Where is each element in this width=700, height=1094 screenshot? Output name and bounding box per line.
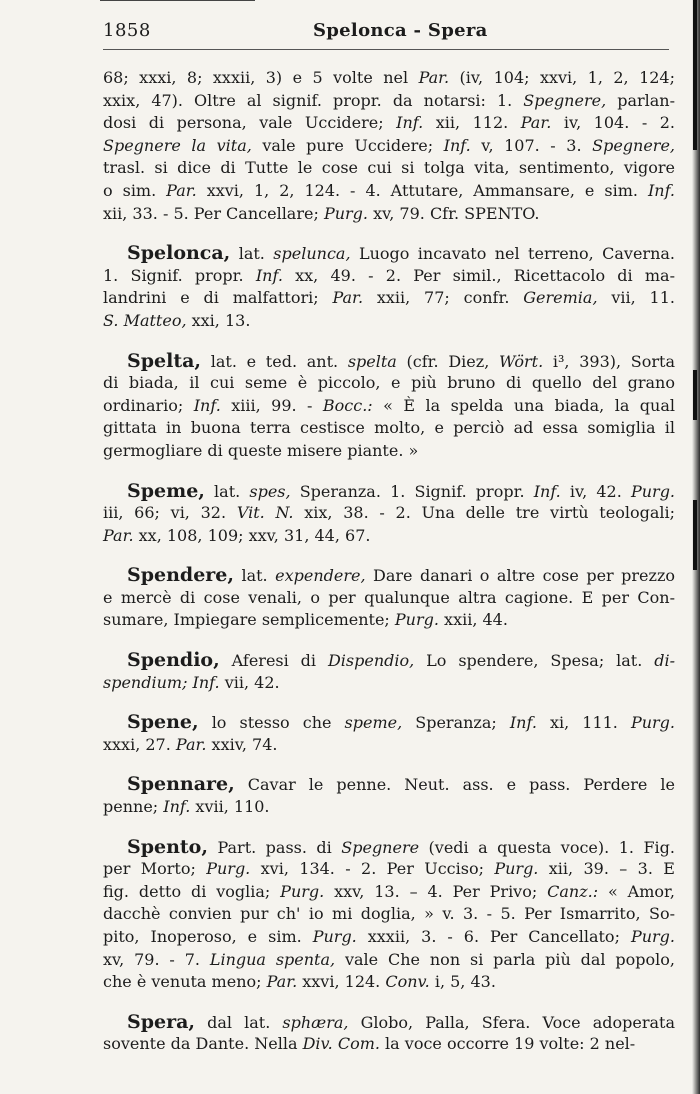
text-segment: per Morto; (103, 859, 207, 879)
text-segment: lat. (234, 566, 276, 586)
text-segment: Par. (175, 734, 207, 754)
text-segment: Purg. (280, 881, 325, 901)
text-segment: « Amor, (598, 881, 676, 901)
text-line (103, 372, 675, 395)
text-segment: la voce occorre 19 volte: 2 nel- (379, 1034, 636, 1054)
text-segment: « È la spelda una biada, la qual (372, 395, 676, 415)
text-segment: Div. Com. (302, 1034, 380, 1054)
text-line (103, 564, 675, 587)
text-segment: Part. pass. di (207, 837, 342, 857)
text-segment: Purg. (394, 610, 439, 630)
text-segment: Inf. (396, 113, 424, 133)
text-segment: speme, (344, 713, 403, 733)
text-segment: Inf. (533, 481, 561, 501)
text-segment: Luogo incavato nel terreno, Caverna. (350, 244, 676, 264)
text-segment: Purg. (630, 481, 676, 501)
text-line (103, 734, 675, 757)
text-segment: expendere, (275, 566, 366, 586)
text-segment: Spegnere, (523, 90, 607, 110)
text-line (103, 711, 675, 734)
text-segment: di biada, il cui seme è piccolo, e più bruno di quello del grano (103, 373, 675, 393)
text-segment: xxii, 77; confr. (363, 288, 524, 308)
text-segment: penne; (103, 797, 164, 817)
text-segment: vii, 42. (219, 672, 280, 692)
text-line (103, 903, 675, 926)
text-segment: sovente da Dante. Nella (103, 1034, 303, 1054)
text-line (103, 971, 675, 994)
text-segment: i, 5, 43. (429, 972, 496, 992)
text-segment: xvi, 134. - 2. Per Ucciso; (250, 859, 495, 879)
text-segment: v, 107. - 3. (470, 135, 593, 155)
text-line (103, 672, 675, 695)
top-rule (100, 0, 255, 1)
text-segment: Inf. (193, 395, 221, 415)
text-line (103, 135, 675, 158)
text-segment: Inf. (443, 135, 471, 155)
text-segment: sumare, Impiegare semplicemente; (103, 610, 395, 630)
text-segment: lo stesso che (198, 713, 345, 733)
headword: Spera, (127, 1010, 196, 1033)
text-segment: 1. Signif. propr. (103, 265, 256, 285)
entry-spento (103, 836, 675, 994)
text-segment: Purg. (206, 859, 251, 879)
text-segment: Inf. (192, 672, 220, 692)
text-line (103, 836, 675, 859)
text-segment: xxv, 13. – 4. Per Privo; (324, 881, 548, 901)
text-segment: Lo spendere, Spesa; lat. (414, 651, 655, 671)
text-line (103, 112, 675, 135)
text-segment: i³, 393), Sorta (543, 351, 676, 371)
text-segment: lat. (230, 244, 274, 264)
text-segment: Par. (418, 68, 450, 87)
text-line (103, 587, 675, 610)
text-segment: dal lat. (195, 1012, 283, 1032)
entry-spendere (103, 564, 675, 632)
text-segment: xx, 49. - 2. Per simil., Ricettacolo di ma- (282, 265, 675, 285)
text-segment: xxvi, 124. (297, 972, 386, 992)
text-segment: e mercè di cose venali, o per qualunque altra cagione. E per Con- (103, 587, 675, 607)
text-line (103, 67, 675, 90)
text-line (103, 480, 675, 503)
text-segment: Cavar le penne. Neut. ass. e pass. Perdere le (234, 775, 675, 795)
text-line (103, 926, 675, 949)
text-segment: Speranza. 1. Signif. propr. (290, 481, 534, 501)
text-line (103, 881, 675, 904)
entry-spelta (103, 350, 675, 463)
text-line (103, 350, 675, 373)
text-segment: xii, 39. – 3. E (538, 859, 675, 879)
text-segment: vale pure Uccidere; (251, 135, 444, 155)
text-line (103, 1033, 675, 1056)
page-edge-mark (693, 0, 697, 150)
text-segment: Globo, Palla, Sfera. Voce adoperata (348, 1012, 676, 1032)
text-line (103, 502, 675, 525)
text-segment: Geremia, (523, 288, 598, 308)
text-segment: Bocc.: (322, 395, 373, 415)
text-line (103, 417, 675, 440)
text-segment: Purg. (312, 927, 357, 946)
text-line (103, 287, 675, 310)
text-segment: vale Che non si parla più dal popolo, (335, 949, 676, 969)
text-segment: Inf. (163, 797, 191, 817)
text-segment: Inf. (647, 180, 676, 200)
text-line (103, 265, 675, 288)
text-segment: Wört. (499, 351, 544, 371)
headword: Spendio, (127, 649, 220, 672)
text-segment: xxix, 47). Oltre al signif. propr. da notarsi: 1. (103, 90, 524, 110)
text-line (103, 157, 675, 180)
entry-spene (103, 711, 675, 756)
text-segment: xxvi, 1, 2, 124. - 4. Attutare, Ammansare, e sim. (196, 180, 648, 200)
headword: Spendere, (127, 564, 234, 587)
text-segment: parlan- (606, 90, 675, 110)
text-segment: Par. (166, 180, 197, 200)
text-segment: spendium; (103, 672, 188, 692)
text-segment: (cfr. Diez, (396, 351, 500, 371)
text-segment: spelunca, (273, 244, 351, 264)
text-segment: (iv, 104; xxvi, 1, 2, 124; (449, 68, 676, 87)
text-segment: Par. (332, 288, 364, 308)
text-segment: xx, 108, 109; xxv, 31, 44, 67. (133, 525, 371, 545)
text-segment: Inf. (255, 265, 283, 285)
text-segment: Spegnere, (592, 135, 675, 155)
text-segment: Spegnere la vita, (103, 135, 252, 155)
entry-speme (103, 480, 675, 548)
text-segment: di- (654, 651, 676, 671)
entry-spegnere-cont (103, 67, 675, 225)
dictionary-body (103, 67, 675, 1073)
entry-spelonca (103, 242, 675, 332)
text-segment: dacchè convien pur ch' io mi doglia, » v. 3. - 5. Per Ismarrito, So- (103, 904, 675, 924)
text-segment: xxxi, 27. (103, 734, 176, 754)
text-segment: germogliare di queste misere piante. » (103, 440, 419, 460)
header-rule (103, 49, 669, 50)
page-edge-mark (693, 500, 697, 570)
text-segment: Par. (266, 972, 298, 992)
text-line (103, 180, 675, 203)
text-line (103, 525, 675, 548)
text-segment: xvii, 110. (190, 797, 270, 817)
text-segment: che è venuta meno; (103, 972, 267, 992)
text-segment: xix, 38. - 2. Una delle tre virtù teologali; (293, 503, 675, 523)
text-segment: xiii, 99. - (220, 395, 323, 415)
headword: Spelta, (127, 349, 202, 372)
running-head: Spelonca - Spera (313, 20, 488, 41)
text-segment: xi, 111. (536, 713, 631, 733)
entry-spendio (103, 649, 675, 694)
text-segment: Dispendio, (327, 651, 415, 671)
headword: Spelonca, (127, 242, 231, 265)
text-segment: S. Matteo, (103, 310, 187, 330)
text-segment: xv, 79. - 7. (103, 949, 210, 969)
text-segment: Spegnere (341, 837, 420, 857)
text-segment: Aferesi di (219, 651, 328, 671)
text-line (103, 649, 675, 672)
text-line (103, 440, 675, 463)
text-segment: (vedi a questa voce). 1. Fig. (419, 837, 675, 857)
text-segment: lat. e ted. ant. (201, 351, 348, 371)
text-segment: gittata in buona terra cestisce molto, e perciò ad essa somiglia il (103, 418, 675, 438)
headword: Spento, (127, 835, 208, 858)
text-line (103, 203, 675, 226)
text-segment: xxiv, 74. (206, 734, 278, 754)
headword: Speme, (127, 479, 205, 502)
text-segment: lat. (204, 481, 250, 501)
text-segment: Conv. (385, 972, 430, 992)
page-number: 1858 (103, 20, 151, 41)
headword: Spene, (127, 711, 199, 734)
text-line (103, 395, 675, 418)
text-segment: iv, 42. (560, 481, 631, 501)
text-segment: vii, 11. (597, 288, 676, 308)
text-segment: xxxii, 3. - 6. Per Cancellato; (356, 927, 631, 946)
text-segment: Par. (520, 113, 552, 133)
text-segment: Speranza; (402, 713, 510, 733)
text-segment: xxii, 44. (438, 610, 508, 630)
text-line (103, 796, 675, 819)
text-segment: fig. detto di voglia; (103, 881, 281, 901)
text-segment: xxi, 13. (186, 310, 251, 330)
text-segment: xv, 79. Cfr. SPENTO. (367, 203, 540, 223)
entry-spera (103, 1011, 675, 1056)
text-segment: dosi di persona, vale Uccidere; (103, 113, 397, 133)
text-segment: ordinario; (103, 395, 194, 415)
text-segment: trasl. si dice di Tutte le cose cui si tolga vita, sentimento, vigore (103, 158, 675, 178)
text-line (103, 310, 675, 333)
page-header (103, 18, 669, 48)
text-segment: Par. (103, 525, 134, 545)
text-segment: Vit. N. (236, 503, 294, 523)
text-segment: Canz.: (547, 881, 599, 901)
text-segment: landrini e di malfattori; (103, 288, 333, 308)
text-segment: Lingua spenta, (209, 949, 336, 969)
page-edge-mark (693, 370, 697, 420)
text-segment: sphæra, (282, 1012, 349, 1032)
text-line (103, 858, 675, 881)
text-segment: xii, 112. (423, 113, 521, 133)
entry-spennare (103, 773, 675, 818)
text-segment: Purg. (494, 859, 539, 879)
text-segment: o sim. (103, 180, 167, 200)
text-segment: Dare danari o altre cose per prezzo (365, 566, 676, 586)
text-line (103, 1011, 675, 1034)
text-segment: Inf. (509, 713, 537, 733)
text-segment: Purg. (323, 203, 368, 223)
text-line (103, 949, 675, 972)
text-line (103, 609, 675, 632)
text-segment: pito, Inoperoso, e sim. (103, 927, 313, 946)
text-segment: 68; xxxi, 8; xxxii, 3) e 5 volte nel (103, 68, 419, 87)
text-segment: Purg. (630, 927, 675, 946)
text-line (103, 242, 675, 265)
text-segment: iii, 66; vi, 32. (103, 503, 237, 523)
text-line (103, 773, 675, 796)
text-line (103, 90, 675, 113)
headword: Spennare, (127, 773, 235, 796)
text-segment: xii, 33. - 5. Per Cancellare; (103, 203, 324, 223)
text-segment: spelta (347, 351, 397, 371)
text-segment: iv, 104. - 2. (551, 113, 676, 133)
text-segment: Purg. (630, 713, 675, 733)
text-segment: spes, (249, 481, 291, 501)
